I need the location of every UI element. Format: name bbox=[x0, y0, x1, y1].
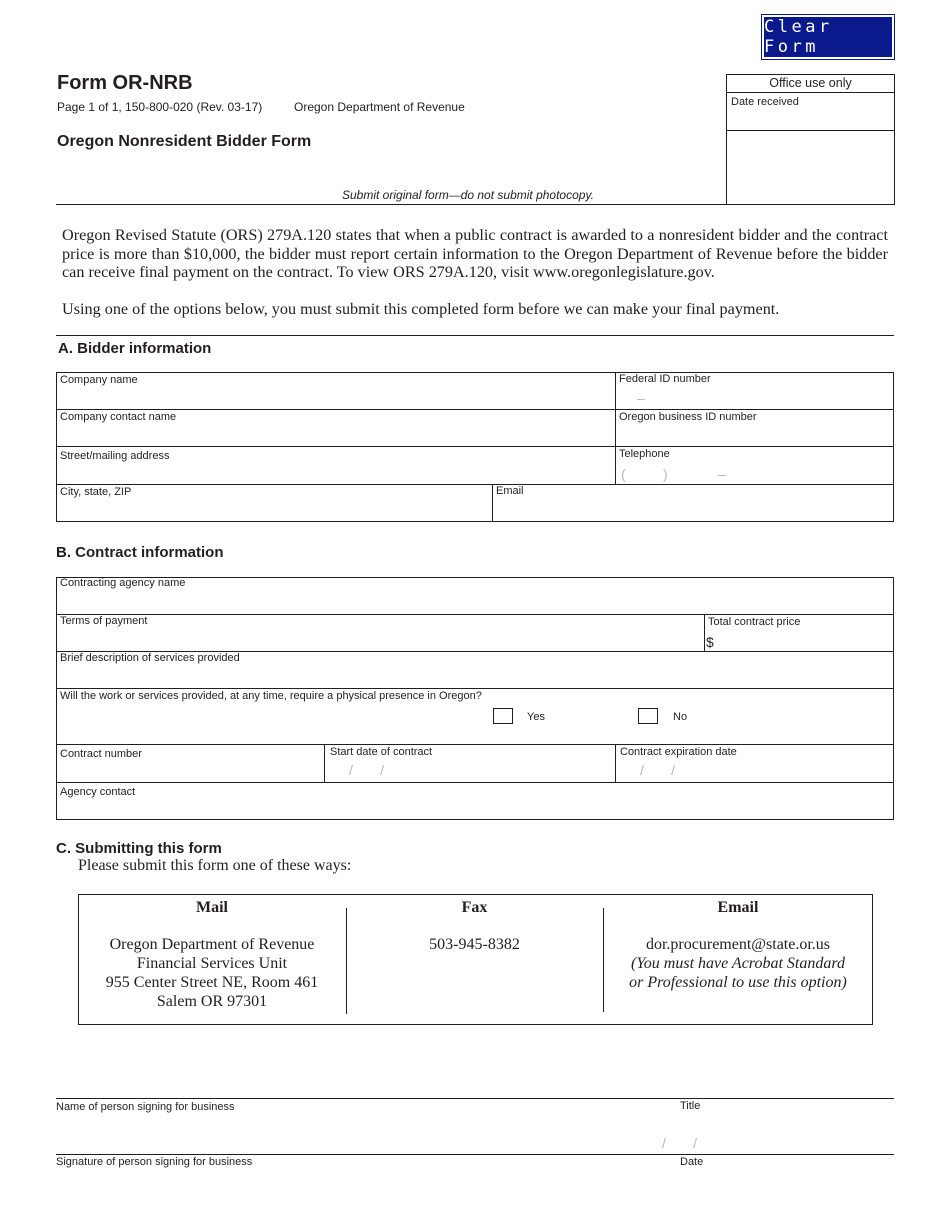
grid-line bbox=[56, 744, 894, 745]
section-b-title: B. Contract information bbox=[56, 544, 224, 561]
mail-option bbox=[78, 898, 346, 1011]
mail-address-line: Financial Services Unit bbox=[136, 955, 288, 972]
city-state-zip-label: City, state, ZIP bbox=[60, 486, 132, 498]
section-a-title: A. Bidder information bbox=[58, 340, 212, 357]
services-description-label: Brief description of services provided bbox=[60, 652, 240, 664]
office-use-box bbox=[726, 74, 895, 205]
signature-line bbox=[56, 1154, 894, 1155]
office-use-title: Office use only bbox=[769, 76, 852, 90]
submit-instructions: Please submit this form one of these ways: bbox=[78, 857, 352, 874]
yes-label: Yes bbox=[527, 711, 545, 723]
grid-line bbox=[615, 744, 616, 782]
fax-option bbox=[346, 898, 603, 954]
grid-line bbox=[492, 484, 493, 522]
date-received-label: Date received bbox=[731, 96, 799, 108]
submit-note: Submit original form—do not submit photocopy. bbox=[342, 188, 594, 202]
email-input[interactable] bbox=[495, 500, 894, 522]
phone-open-paren-hint: ( bbox=[621, 466, 626, 482]
start-date-input[interactable] bbox=[328, 761, 614, 783]
total-contract-price-label: Total contract price bbox=[708, 616, 801, 628]
email-note: (You must have Acrobat Standard bbox=[631, 955, 845, 972]
grid-line bbox=[56, 614, 894, 615]
street-address-input[interactable] bbox=[58, 463, 612, 485]
fax-number: 503-945-8382 bbox=[429, 936, 520, 953]
clear-form-button[interactable]: Clear Form bbox=[762, 15, 894, 59]
expiration-date-slash-hint: / / bbox=[640, 762, 676, 778]
federal-id-dash-hint: – bbox=[637, 390, 645, 406]
agency-contact-input[interactable] bbox=[58, 799, 892, 821]
physical-presence-question: Will the work or services provided, at any time, require a physical presence in Oregon? bbox=[60, 690, 482, 702]
oregon-business-id-label: Oregon business ID number bbox=[619, 411, 757, 423]
office-use-divider-2 bbox=[726, 130, 895, 131]
federal-id-label: Federal ID number bbox=[619, 373, 711, 385]
city-state-zip-input[interactable] bbox=[58, 500, 492, 522]
header-divider bbox=[56, 204, 726, 205]
grid-line bbox=[324, 744, 325, 782]
start-date-slash-hint: / / bbox=[349, 762, 385, 778]
terms-of-payment-label: Terms of payment bbox=[60, 615, 148, 627]
mail-address-line: Oregon Department of Revenue bbox=[109, 936, 315, 953]
agency-contact-label: Agency contact bbox=[60, 786, 136, 798]
mail-heading: Mail bbox=[196, 899, 228, 916]
street-address-label: Street/mailing address bbox=[60, 450, 170, 462]
signature-date-label: Date bbox=[680, 1156, 704, 1168]
email-label: Email bbox=[496, 485, 524, 497]
total-contract-price-input[interactable] bbox=[718, 631, 892, 651]
signature-label: Signature of person signing for business bbox=[56, 1156, 253, 1168]
signature-date-slash-hint: / / bbox=[662, 1135, 698, 1151]
contract-number-label: Contract number bbox=[60, 748, 142, 760]
signature-input[interactable] bbox=[56, 1132, 660, 1154]
email-heading: Email bbox=[717, 899, 759, 916]
department-name: Oregon Department of Revenue bbox=[294, 100, 465, 114]
company-contact-label: Company contact name bbox=[60, 411, 177, 423]
start-date-label: Start date of contract bbox=[330, 746, 433, 758]
signer-title-input[interactable] bbox=[680, 1076, 896, 1098]
dollar-sign: $ bbox=[706, 634, 714, 650]
company-name-input[interactable] bbox=[58, 388, 612, 410]
form-title: Oregon Nonresident Bidder Form bbox=[57, 133, 312, 150]
section-c-title: C. Submitting this form bbox=[56, 840, 222, 857]
mail-address-line: Salem OR 97301 bbox=[156, 993, 268, 1010]
grid-line bbox=[704, 614, 705, 651]
federal-id-input[interactable] bbox=[618, 388, 892, 410]
section-divider bbox=[56, 335, 894, 336]
no-label: No bbox=[673, 711, 688, 723]
signature-date-input[interactable] bbox=[660, 1132, 896, 1154]
intro-paragraph: Oregon Revised Statute (ORS) 279A.120 states that when a public contract is awarded to a nonresident bidder and the contract price is more than $10,000, the bidder must report certain information to the Oregon Department of Revenue before the bidder can receive final payment on the contract. To view ORS 279A.120, visit www.oregonlegislature.gov. bbox=[62, 226, 888, 282]
expiration-date-input[interactable] bbox=[619, 761, 893, 783]
oregon-business-id-input[interactable] bbox=[618, 425, 892, 447]
fax-heading: Fax bbox=[461, 899, 488, 916]
company-contact-input[interactable] bbox=[58, 425, 612, 447]
yes-checkbox[interactable] bbox=[493, 708, 513, 724]
expiration-date-label: Contract expiration date bbox=[620, 746, 737, 758]
phone-close-paren-hint: ) bbox=[663, 466, 668, 482]
signer-title-label: Title bbox=[680, 1100, 701, 1112]
page-info: Page 1 of 1, 150-800-020 (Rev. 03-17) bbox=[57, 100, 263, 114]
email-address[interactable]: dor.procurement@state.or.us bbox=[645, 936, 831, 953]
mail-address-line: 955 Center Street NE, Room 461 bbox=[105, 974, 319, 991]
telephone-label: Telephone bbox=[619, 448, 670, 460]
terms-of-payment-input[interactable] bbox=[58, 629, 702, 651]
email-note: or Professional to use this option) bbox=[629, 974, 847, 991]
office-use-divider bbox=[726, 92, 895, 93]
intro-paragraph-2: Using one of the options below, you must submit this completed form before we can make your final payment. bbox=[62, 300, 780, 318]
services-description-input[interactable] bbox=[58, 666, 892, 688]
phone-dash-hint: – bbox=[718, 466, 726, 482]
agency-name-label: Contracting agency name bbox=[60, 577, 186, 589]
form-id: Form OR-NRB bbox=[57, 72, 193, 94]
grid-line bbox=[56, 688, 894, 689]
company-name-label: Company name bbox=[60, 374, 138, 386]
signer-name-input[interactable] bbox=[56, 1076, 660, 1098]
no-checkbox[interactable] bbox=[638, 708, 658, 724]
telephone-input[interactable] bbox=[618, 463, 892, 485]
email-option bbox=[603, 898, 873, 992]
signer-name-label: Name of person signing for business bbox=[56, 1101, 235, 1113]
contract-number-input[interactable] bbox=[58, 761, 324, 783]
signature-line bbox=[56, 1098, 894, 1099]
grid-line bbox=[615, 372, 616, 484]
agency-name-input[interactable] bbox=[58, 592, 892, 614]
